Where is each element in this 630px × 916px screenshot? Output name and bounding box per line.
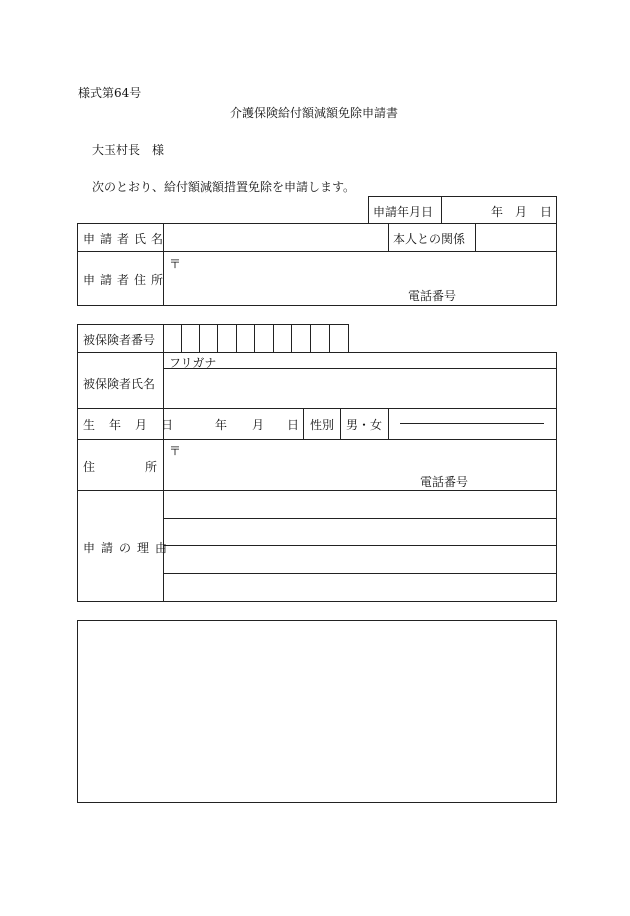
application-date-label: 申請年月日 bbox=[373, 205, 434, 219]
application-date-day: 日 bbox=[540, 205, 553, 219]
insured-name-label: 被保険者氏名 bbox=[83, 377, 156, 391]
application-date-month: 月 bbox=[515, 205, 528, 219]
applicant-address-label: 申請者住所 bbox=[83, 273, 169, 287]
birth-month: 月 bbox=[252, 418, 265, 432]
insured-number-digit-divider bbox=[236, 324, 237, 353]
birth-date-label: 生年月日 bbox=[83, 418, 188, 432]
insured-address-label-first: 住 bbox=[83, 460, 96, 474]
insured-number-digit-divider bbox=[181, 324, 182, 353]
remarks-box bbox=[77, 620, 557, 803]
application-date-year: 年 bbox=[491, 205, 504, 219]
insured-address-label-last: 所 bbox=[145, 460, 158, 474]
addressee: 大玉村長 様 bbox=[92, 143, 165, 157]
applicant-name-label: 申請者氏名 bbox=[83, 232, 169, 246]
insured-number-digit-divider bbox=[291, 324, 292, 353]
insured-number-label: 被保険者番号 bbox=[83, 333, 156, 347]
applicant-postal-mark: 〒 bbox=[169, 257, 182, 271]
relation-label: 本人との関係 bbox=[393, 232, 466, 246]
reason-label: 申請の理由 bbox=[83, 541, 174, 555]
birth-year: 年 bbox=[215, 418, 228, 432]
form-title: 介護保険給付額減額免除申請書 bbox=[230, 106, 399, 120]
sex-label: 性別 bbox=[310, 418, 335, 432]
insured-phone-label: 電話番号 bbox=[420, 475, 469, 489]
intro-text: 次のとおり、給付額減額措置免除を申請します。 bbox=[92, 180, 356, 194]
insured-number-digit-divider bbox=[217, 324, 218, 353]
insured-number-digit-divider bbox=[254, 324, 255, 353]
insured-number-digit-divider bbox=[329, 324, 330, 353]
insured-number-digit-divider bbox=[273, 324, 274, 353]
insured-number-digit-divider bbox=[310, 324, 311, 353]
note-line bbox=[400, 423, 544, 424]
insured-postal-mark: 〒 bbox=[169, 444, 182, 458]
birth-day: 日 bbox=[287, 418, 300, 432]
insured-number-digit-divider bbox=[199, 324, 200, 353]
form-number: 様式第64号 bbox=[78, 86, 142, 100]
applicant-phone-label: 電話番号 bbox=[408, 289, 457, 303]
furigana-label: フリガナ bbox=[169, 356, 217, 370]
sex-options: 男・女 bbox=[346, 418, 383, 432]
